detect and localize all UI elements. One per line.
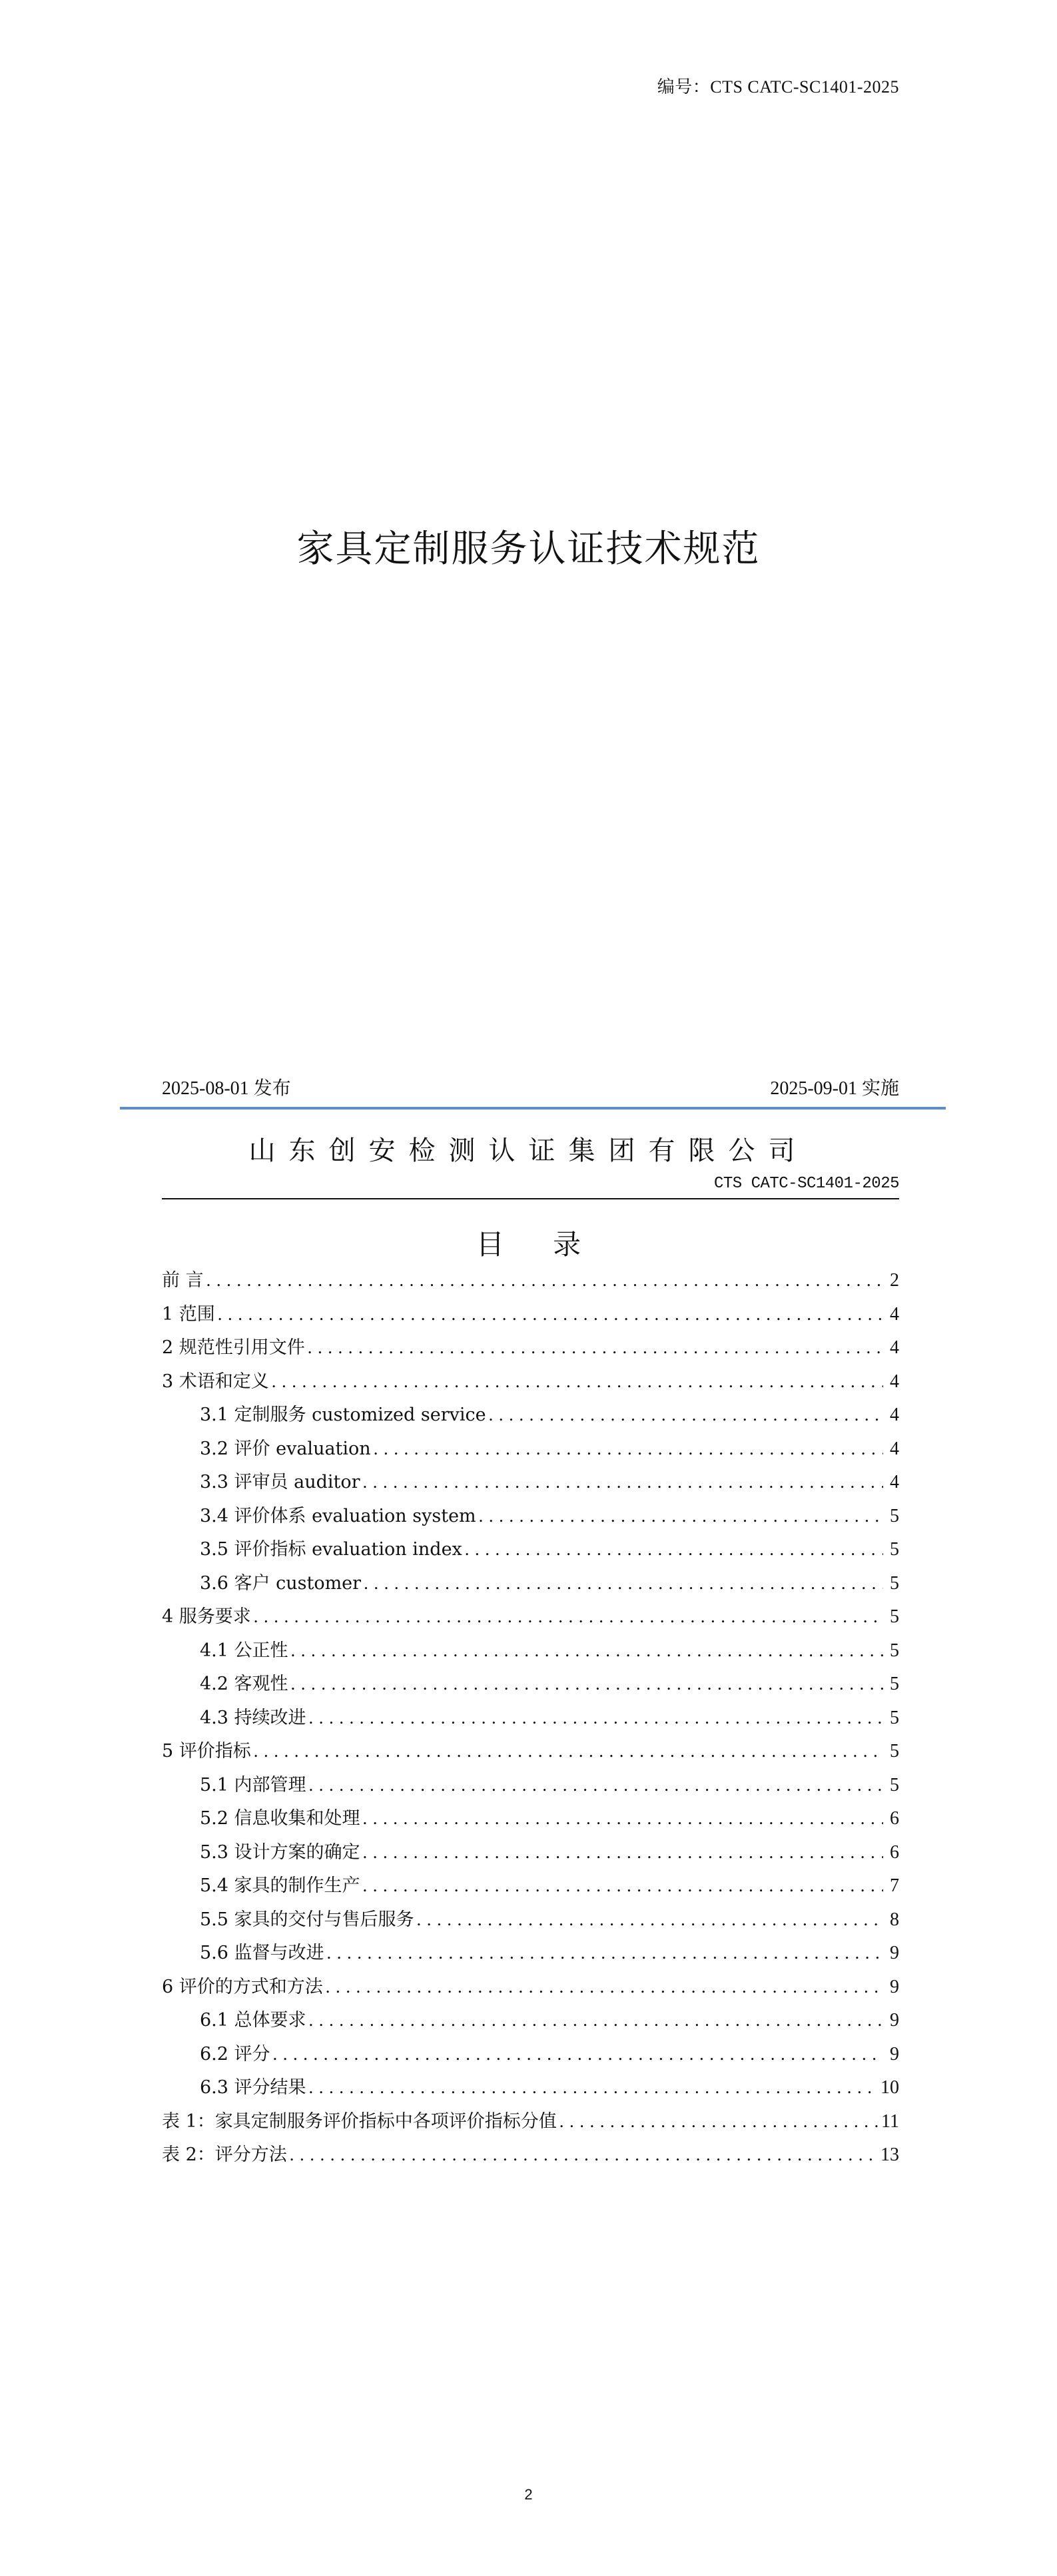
toc-entry-page: 5 [890, 1505, 899, 1526]
table-of-contents [162, 1269, 899, 2178]
toc-entry[interactable] [162, 1371, 899, 1405]
toc-entry[interactable] [162, 1404, 899, 1438]
toc-entry[interactable] [162, 1807, 899, 1841]
toc-entry-page: 5 [890, 1640, 899, 1661]
toc-dot-leader [309, 2077, 878, 2098]
toc-entry-label: 4.3 持续改进 [200, 1707, 306, 1728]
toc-title: 目 录 [476, 1228, 601, 1261]
toc-entry-page: 13 [881, 2144, 899, 2165]
toc-entry-label: 表 1：家具定制服务评价指标中各项评价指标分值 [162, 2110, 557, 2132]
toc-entry-page: 8 [890, 1909, 899, 1930]
toc-entry-page: 5 [890, 1539, 899, 1560]
toc-entry-page: 9 [890, 2043, 899, 2065]
toc-entry-page: 5 [890, 1707, 899, 1728]
toc-entry-label: 6 评价的方式和方法 [162, 1976, 323, 1997]
toc-dot-leader [559, 2110, 879, 2132]
toc-entry[interactable] [162, 2043, 899, 2077]
header-divider [162, 1198, 899, 1199]
toc-dot-leader [206, 1269, 883, 1291]
toc-entry-page: 7 [890, 1875, 899, 1896]
toc-dot-leader [254, 1740, 883, 1762]
toc-entry[interactable] [162, 1303, 899, 1337]
toc-entry-page: 6 [890, 1841, 899, 1863]
document-number: 编号：CTS CATC-SC1401-2025 [657, 77, 899, 97]
toc-dot-leader [479, 1505, 883, 1526]
toc-entry-label: 表 2：评分方法 [162, 2144, 287, 2165]
toc-entry-page: 4 [890, 1472, 899, 1492]
toc-entry-page: 5 [890, 1774, 899, 1795]
toc-entry-label: 5.5 家具的交付与售后服务 [200, 1909, 414, 1930]
toc-entry-label: 3.3 评审员 auditor [200, 1472, 360, 1492]
toc-entry-page: 5 [890, 1674, 899, 1694]
toc-entry-label: 前 言 [162, 1270, 204, 1291]
toc-entry-label: 5.2 信息收集和处理 [200, 1808, 360, 1829]
toc-dot-leader [363, 1807, 883, 1829]
toc-entry-page: 6 [890, 1808, 899, 1829]
toc-entry-label: 5.1 内部管理 [200, 1774, 306, 1795]
toc-entry[interactable] [162, 1572, 899, 1606]
toc-entry-label: 1 范围 [162, 1303, 215, 1325]
toc-entry-label: 5.6 监督与改进 [200, 1943, 324, 1963]
toc-entry-page: 4 [890, 1371, 899, 1392]
toc-entry[interactable] [162, 1774, 899, 1808]
toc-entry[interactable] [162, 1471, 899, 1505]
toc-entry[interactable] [162, 1538, 899, 1572]
toc-entry-page: 5 [890, 1606, 899, 1627]
toc-dot-leader [417, 1909, 883, 1930]
toc-entry[interactable] [162, 1337, 899, 1371]
toc-entry-label: 3.6 客户 customer [200, 1572, 362, 1594]
toc-entry[interactable] [162, 1707, 899, 1741]
toc-entry-page: 4 [890, 1303, 899, 1325]
toc-entry-label: 4.1 公正性 [200, 1640, 288, 1661]
toc-entry-label: 3.2 评价 evaluation [200, 1438, 371, 1459]
toc-dot-leader [309, 1774, 883, 1795]
page-number: 2 [524, 2486, 533, 2503]
toc-entry-label: 3.5 评价指标 evaluation index [200, 1539, 462, 1560]
toc-entry[interactable] [162, 1909, 899, 1943]
toc-dot-leader [374, 1438, 883, 1459]
toc-entry-label: 5 评价指标 [162, 1741, 251, 1762]
toc-entry-page: 11 [881, 2110, 899, 2132]
issuing-company: 山东创安检测认证集团有限公司 [248, 1135, 809, 1166]
toc-entry-label: 2 规范性引用文件 [162, 1337, 305, 1358]
toc-entry-label: 6.1 总体要求 [200, 2010, 306, 2031]
toc-entry-page: 4 [890, 1337, 899, 1358]
toc-dot-leader [465, 1538, 883, 1560]
toc-entry[interactable] [162, 2110, 899, 2144]
toc-dot-leader [272, 1371, 883, 1392]
toc-dot-leader [363, 1841, 883, 1863]
toc-dot-leader [291, 1640, 883, 1661]
toc-dot-leader [273, 2043, 883, 2065]
toc-entry-page: 4 [890, 1438, 899, 1459]
toc-entry[interactable] [162, 1673, 899, 1707]
toc-entry[interactable] [162, 1942, 899, 1976]
toc-entry-page: 5 [890, 1741, 899, 1762]
toc-entry-page: 4 [890, 1405, 899, 1425]
toc-entry[interactable] [162, 1438, 899, 1472]
toc-entry-page: 2 [890, 1270, 899, 1291]
toc-entry[interactable] [162, 1640, 899, 1674]
toc-entry[interactable] [162, 2077, 899, 2110]
toc-entry[interactable] [162, 1976, 899, 2010]
toc-entry-label: 3.4 评价体系 evaluation system [200, 1505, 476, 1526]
toc-entry[interactable] [162, 1875, 899, 1909]
toc-dot-leader [218, 1303, 883, 1325]
toc-entry-page: 10 [881, 2077, 899, 2098]
toc-dot-leader [308, 1337, 883, 1358]
toc-entry[interactable] [162, 1606, 899, 1640]
toc-entry-label: 5.4 家具的制作生产 [200, 1875, 360, 1896]
document-title: 家具定制服务认证技术规范 [296, 527, 761, 571]
toc-entry[interactable] [162, 1269, 899, 1303]
toc-entry-page: 9 [890, 2010, 899, 2031]
toc-entry-label: 5.3 设计方案的确定 [200, 1841, 360, 1863]
toc-dot-leader [364, 1572, 883, 1594]
blue-divider [120, 1107, 946, 1110]
toc-dot-leader [291, 1673, 883, 1694]
toc-entry[interactable] [162, 1505, 899, 1539]
toc-entry-page: 5 [890, 1572, 899, 1594]
toc-entry-label: 3 术语和定义 [162, 1371, 269, 1392]
release-date: 2025-08-01 发布 [162, 1078, 291, 1099]
toc-entry-page: 9 [890, 1943, 899, 1963]
toc-entry-label: 6.3 评分结果 [200, 2077, 306, 2098]
toc-entry-label: 6.2 评分 [200, 2043, 270, 2065]
toc-dot-leader [489, 1404, 883, 1425]
toc-dot-leader [363, 1471, 883, 1492]
toc-entry[interactable] [162, 1841, 899, 1875]
standard-code: CTS CATC-SC1401-2025 [713, 1175, 899, 1193]
toc-entry[interactable] [162, 2144, 899, 2178]
toc-dot-leader [254, 1606, 883, 1627]
effective-date: 2025-09-01 实施 [770, 1078, 899, 1099]
toc-dot-leader [363, 1875, 883, 1896]
toc-entry[interactable] [162, 1740, 899, 1774]
toc-entry-page: 9 [890, 1976, 899, 1997]
toc-entry-label: 4.2 客观性 [200, 1674, 288, 1694]
toc-entry-label: 3.1 定制服务 customized service [200, 1405, 486, 1425]
toc-dot-leader [327, 1942, 883, 1963]
toc-dot-leader [290, 2144, 878, 2165]
toc-entry[interactable] [162, 2009, 899, 2043]
toc-dot-leader [309, 1707, 883, 1728]
toc-dot-leader [309, 2009, 883, 2031]
toc-dot-leader [326, 1976, 883, 1997]
toc-entry-label: 4 服务要求 [162, 1606, 251, 1627]
